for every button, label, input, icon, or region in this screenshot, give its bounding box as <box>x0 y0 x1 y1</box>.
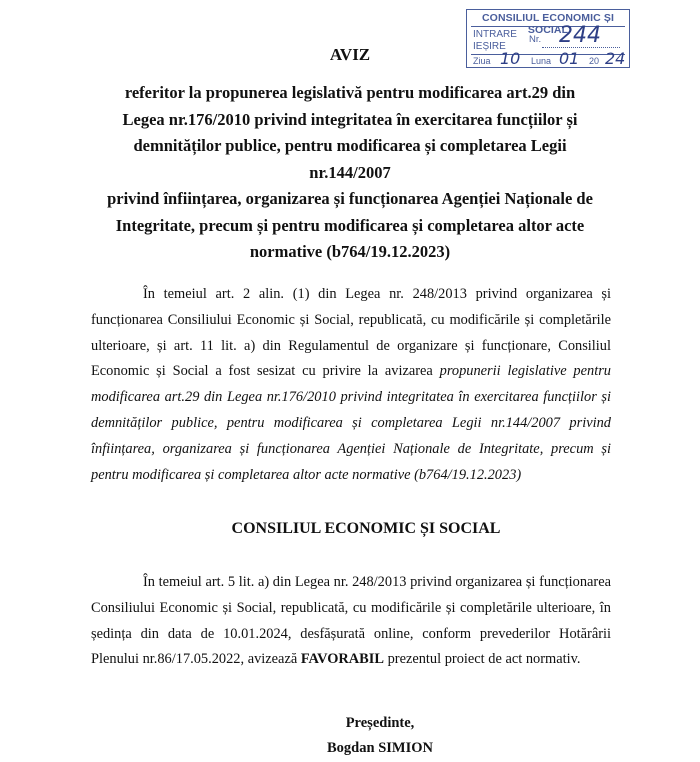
stamp-iesire-label: IEȘIRE <box>473 41 506 52</box>
stamp-ziua-label: Ziua <box>473 56 491 66</box>
stamp-intrare-label: INTRARE <box>473 29 517 40</box>
stamp-an-label: 20 <box>589 56 600 66</box>
paragraph-decision-after: prezentul proiect de act normativ. <box>387 651 581 668</box>
signature-role: Președinte, <box>345 715 415 731</box>
subtitle-line: Legea nr.176/2010 privind integritatea în exercitarea funcțiilor și <box>122 109 578 129</box>
subtitle-line: normative (b764/19.12.2023) <box>249 242 451 261</box>
organization-heading: CONSILIUL ECONOMIC ȘI SOCIAL <box>231 520 501 537</box>
stamp-nr-label: Nr. <box>529 34 542 45</box>
stamp-luna-value: 01 <box>559 49 580 68</box>
decision-favorabil: FAVORABIL <box>300 651 384 668</box>
paragraph-decision <box>91 570 611 673</box>
subtitle-line: referitor la propunerea legislativă pentru modificarea art.29 din <box>124 83 576 102</box>
stamp-organization: CONSILIUL ECONOMIC ȘI SOCIAL <box>482 12 614 36</box>
paragraph-referral <box>91 282 611 488</box>
document-subtitle <box>100 80 600 266</box>
stamp-an-value: 24 <box>605 49 626 68</box>
stamp-divider <box>471 26 625 27</box>
stamp-ziua-value: 10 <box>500 49 521 68</box>
document-title: AVIZ <box>329 45 371 64</box>
subtitle-line: Integritate, precum și pentru modificarea și completarea altor acte <box>115 215 585 235</box>
paragraph-decision-before: În temeiul art. 5 lit. a) din Legea nr. 248/2013 privind organizarea și funcționarea Consiliului Economic și Social, republicată, cu modificările și completările ulterioare, în ședința din data de 10.01.2024, desfășurată online, conform prevederilor Hotărârii Plenului nr.86/17.05.2022, avizează <box>91 574 611 668</box>
paragraph-referral-intro: În temeiul art. 2 alin. (1) din Legea nr. 248/2013 privind organizarea și funcționarea Consiliului Economic și Social, republicată, cu modificările și completările ulterioare, și art. 11 lit. a) din Regulamentul de organizare și funcționare, Consiliul Economic și Social a fost sesizat cu privire la avizarea <box>91 286 611 380</box>
stamp-nr-value: 244 <box>559 23 601 48</box>
paragraph-referral-italic: propunerii legislative pentru modificarea art.29 din Legea nr.176/2010 privind integritatea în exercitarea funcțiilor și demnităților publice, pentru modificarea și completarea Legii nr.144/2007 privind înființarea, organizarea și funcționarea Agenției Naționale de Integritate, precum și pentru modificarea și completarea altor acte normative (b764/19.12.2023) <box>91 363 611 483</box>
subtitle-line: privind înființarea, organizarea și funcționarea Agenției Naționale de <box>107 189 593 208</box>
stamp-luna-label: Luna <box>531 56 552 66</box>
signature-name: Bogdan SIMION <box>327 740 433 756</box>
subtitle-line: demnităților publice, pentru modificarea și completarea Legii nr.144/2007 <box>133 136 567 182</box>
